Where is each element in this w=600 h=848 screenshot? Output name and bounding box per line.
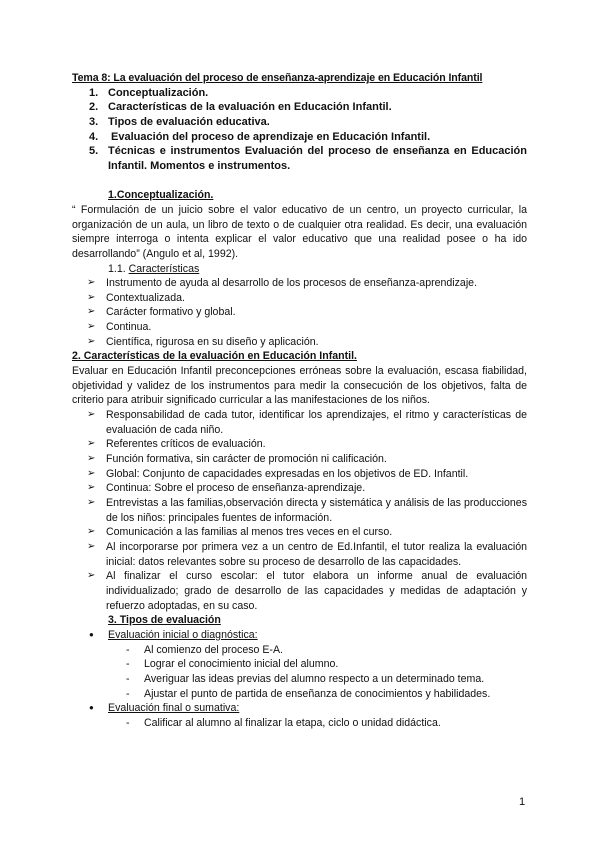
arrow-bullet-icon: ➢ — [87, 540, 96, 552]
page-number: 1 — [519, 796, 526, 808]
section-2-paragraph: Evaluar en Educación Infantil preconcepciones erróneas sobre la evaluación, escasa fiabilidad, objetividad y validez de los instrumentos para medir la consecución de los objetivos, falta de criterio para atribuir significado curricular a las manifestaciones de los niños. — [72, 365, 527, 407]
arrow-bullet-icon: ➢ — [87, 409, 96, 421]
document-title: Tema 8: La evaluación del proceso de enseñanza-aprendizaje en Educación Infantil — [72, 72, 483, 84]
bullet-text: Continua. — [106, 321, 152, 334]
subsection-number: 1.1. — [108, 262, 126, 275]
bullet-text: Referentes críticos de evaluación. — [106, 438, 266, 451]
toc-item — [72, 100, 527, 115]
spacer — [72, 174, 527, 189]
bullet-item — [72, 569, 527, 613]
bullet-text: Al finalizar el curso escolar: el tutor elabora un informe anual de evaluación individualizado; grado de desarrollo de las capacidades y medidas de adaptación y refuerzo adoptadas, en su caso. — [106, 570, 527, 612]
evaluation-type-items — [108, 643, 527, 702]
evaluation-type-items — [108, 716, 527, 731]
toc-text: Conceptualización. — [108, 86, 209, 99]
toc-text: Técnicas e instrumentos Evaluación del proceso de enseñanza en Educación Infantil. Momentos e instrumentos. — [108, 145, 527, 172]
bullet-item — [72, 437, 527, 452]
bullet-item — [72, 305, 527, 320]
bullet-text: Entrevistas a las familias,observación directa y sistemática y análisis de las producciones de los niños: principales fuentes de información. — [106, 497, 527, 524]
dash-bullet-icon: - — [126, 716, 130, 729]
toc-text: Tipos de evaluación educativa. — [108, 115, 270, 128]
evaluation-type — [72, 701, 527, 730]
bullet-item — [72, 335, 527, 350]
dash-bullet-icon: - — [126, 672, 130, 685]
evaluation-types — [72, 628, 527, 731]
arrow-bullet-icon: ➢ — [87, 570, 96, 582]
toc-number: 2. — [89, 101, 99, 114]
arrow-bullet-icon: ➢ — [87, 482, 96, 494]
dash-item — [108, 716, 527, 731]
section-1-paragraph: “ Formulación de un juicio sobre el valor educativo de un centro, un proyecto curricular, la organización de un aula, un libro de texto o de cualquier otra realidad. Es decir, una evaluación siempre interroga o intenta explicar el valor educativo que una realidad posee o ha ido desarrollando” (Angulo et al, 1992). — [72, 203, 527, 260]
dash-item-text: Averiguar las ideas previas del alumno respecto a un determinado tema. — [144, 672, 485, 685]
section-2-bullets — [72, 408, 527, 613]
bullet-text: Instrumento de ayuda al desarrollo de los procesos de enseñanza-aprendizaje. — [106, 277, 478, 290]
bullet-item — [72, 481, 527, 496]
section-1-bullets — [72, 276, 527, 349]
dash-item — [108, 687, 527, 702]
section-1-heading: 1.Conceptualización. — [108, 189, 214, 202]
dash-item-text: Calificar al alumno al finalizar la etapa, ciclo o unidad didáctica. — [144, 716, 441, 729]
toc-item — [72, 115, 527, 130]
bullet-item — [72, 320, 527, 335]
evaluation-type-label: Evaluación final o sumativa: — [108, 702, 240, 715]
dash-item-text: Ajustar el punto de partida de enseñanza de conocimientos y habilidades. — [144, 687, 491, 700]
toc-item — [72, 130, 527, 145]
toc-item — [72, 144, 527, 173]
document-page — [72, 71, 527, 731]
dash-item — [108, 657, 527, 672]
dash-bullet-icon: - — [126, 658, 130, 671]
dash-item — [108, 643, 527, 658]
bullet-text: Comunicación a las familias al menos tres veces en el curso. — [106, 526, 393, 539]
bullet-item — [72, 496, 527, 525]
dash-item — [108, 672, 527, 687]
section-3-heading: 3. Tipos de evaluación — [108, 614, 221, 627]
dot-bullet-icon: ● — [89, 703, 94, 713]
toc-number: 5. — [89, 145, 99, 158]
subsection-heading — [72, 262, 527, 277]
bullet-item — [72, 291, 527, 306]
bullet-text: Continua: Sobre el proceso de enseñanza-aprendizaje. — [106, 482, 366, 495]
arrow-bullet-icon: ➢ — [87, 453, 96, 465]
toc-number: 4. — [89, 130, 99, 143]
bullet-text: Carácter formativo y global. — [106, 306, 236, 319]
arrow-bullet-icon: ➢ — [87, 467, 96, 479]
bullet-item — [72, 452, 527, 467]
dash-bullet-icon: - — [126, 687, 130, 700]
arrow-bullet-icon: ➢ — [87, 277, 96, 289]
bullet-item — [72, 276, 527, 291]
toc-item — [72, 86, 527, 101]
bullet-text: Responsabilidad de cada tutor, identificar los aprendizajes, el ritmo y características de evaluación de cada niño. — [106, 409, 527, 436]
bullet-item — [72, 540, 527, 569]
table-of-contents — [72, 86, 527, 174]
arrow-bullet-icon: ➢ — [87, 497, 96, 509]
toc-number: 1. — [89, 86, 99, 99]
section-2-heading: 2. Características de la evaluación en Educación Infantil. — [72, 350, 357, 363]
arrow-bullet-icon: ➢ — [87, 321, 96, 333]
bullet-text: Función formativa, sin carácter de promoción ni calificación. — [106, 453, 387, 466]
bullet-text: Científica, rigurosa en su diseño y aplicación. — [106, 335, 319, 348]
arrow-bullet-icon: ➢ — [87, 306, 96, 318]
dot-bullet-icon: ● — [89, 629, 94, 639]
arrow-bullet-icon: ➢ — [87, 526, 96, 538]
arrow-bullet-icon: ➢ — [87, 291, 96, 303]
evaluation-type-label: Evaluación inicial o diagnóstica: — [108, 628, 258, 641]
evaluation-type — [72, 628, 527, 701]
bullet-text: Al incorporarse por primera vez a un centro de Ed.Infantil, el tutor realiza la evaluación inicial: datos relevantes sobre su proceso de desarrollo de las capacidades. — [106, 540, 527, 568]
dash-bullet-icon: - — [126, 643, 130, 656]
toc-text: Evaluación del proceso de aprendizaje en Educación Infantil. — [108, 130, 431, 143]
subsection-title: Características — [128, 262, 200, 275]
bullet-item — [72, 467, 527, 482]
arrow-bullet-icon: ➢ — [87, 438, 96, 450]
bullet-item — [72, 525, 527, 540]
bullet-text: Contextualizada. — [106, 291, 185, 304]
bullet-item — [72, 408, 527, 437]
dash-item-text: Lograr el conocimiento inicial del alumno. — [144, 658, 339, 671]
dash-item-text: Al comienzo del proceso E-A. — [144, 643, 283, 656]
toc-text: Características de la evaluación en Educación Infantil. — [108, 101, 392, 114]
bullet-text: Global: Conjunto de capacidades expresadas en los objetivos de ED. Infantil. — [106, 467, 469, 480]
toc-number: 3. — [89, 115, 99, 128]
arrow-bullet-icon: ➢ — [87, 335, 96, 347]
